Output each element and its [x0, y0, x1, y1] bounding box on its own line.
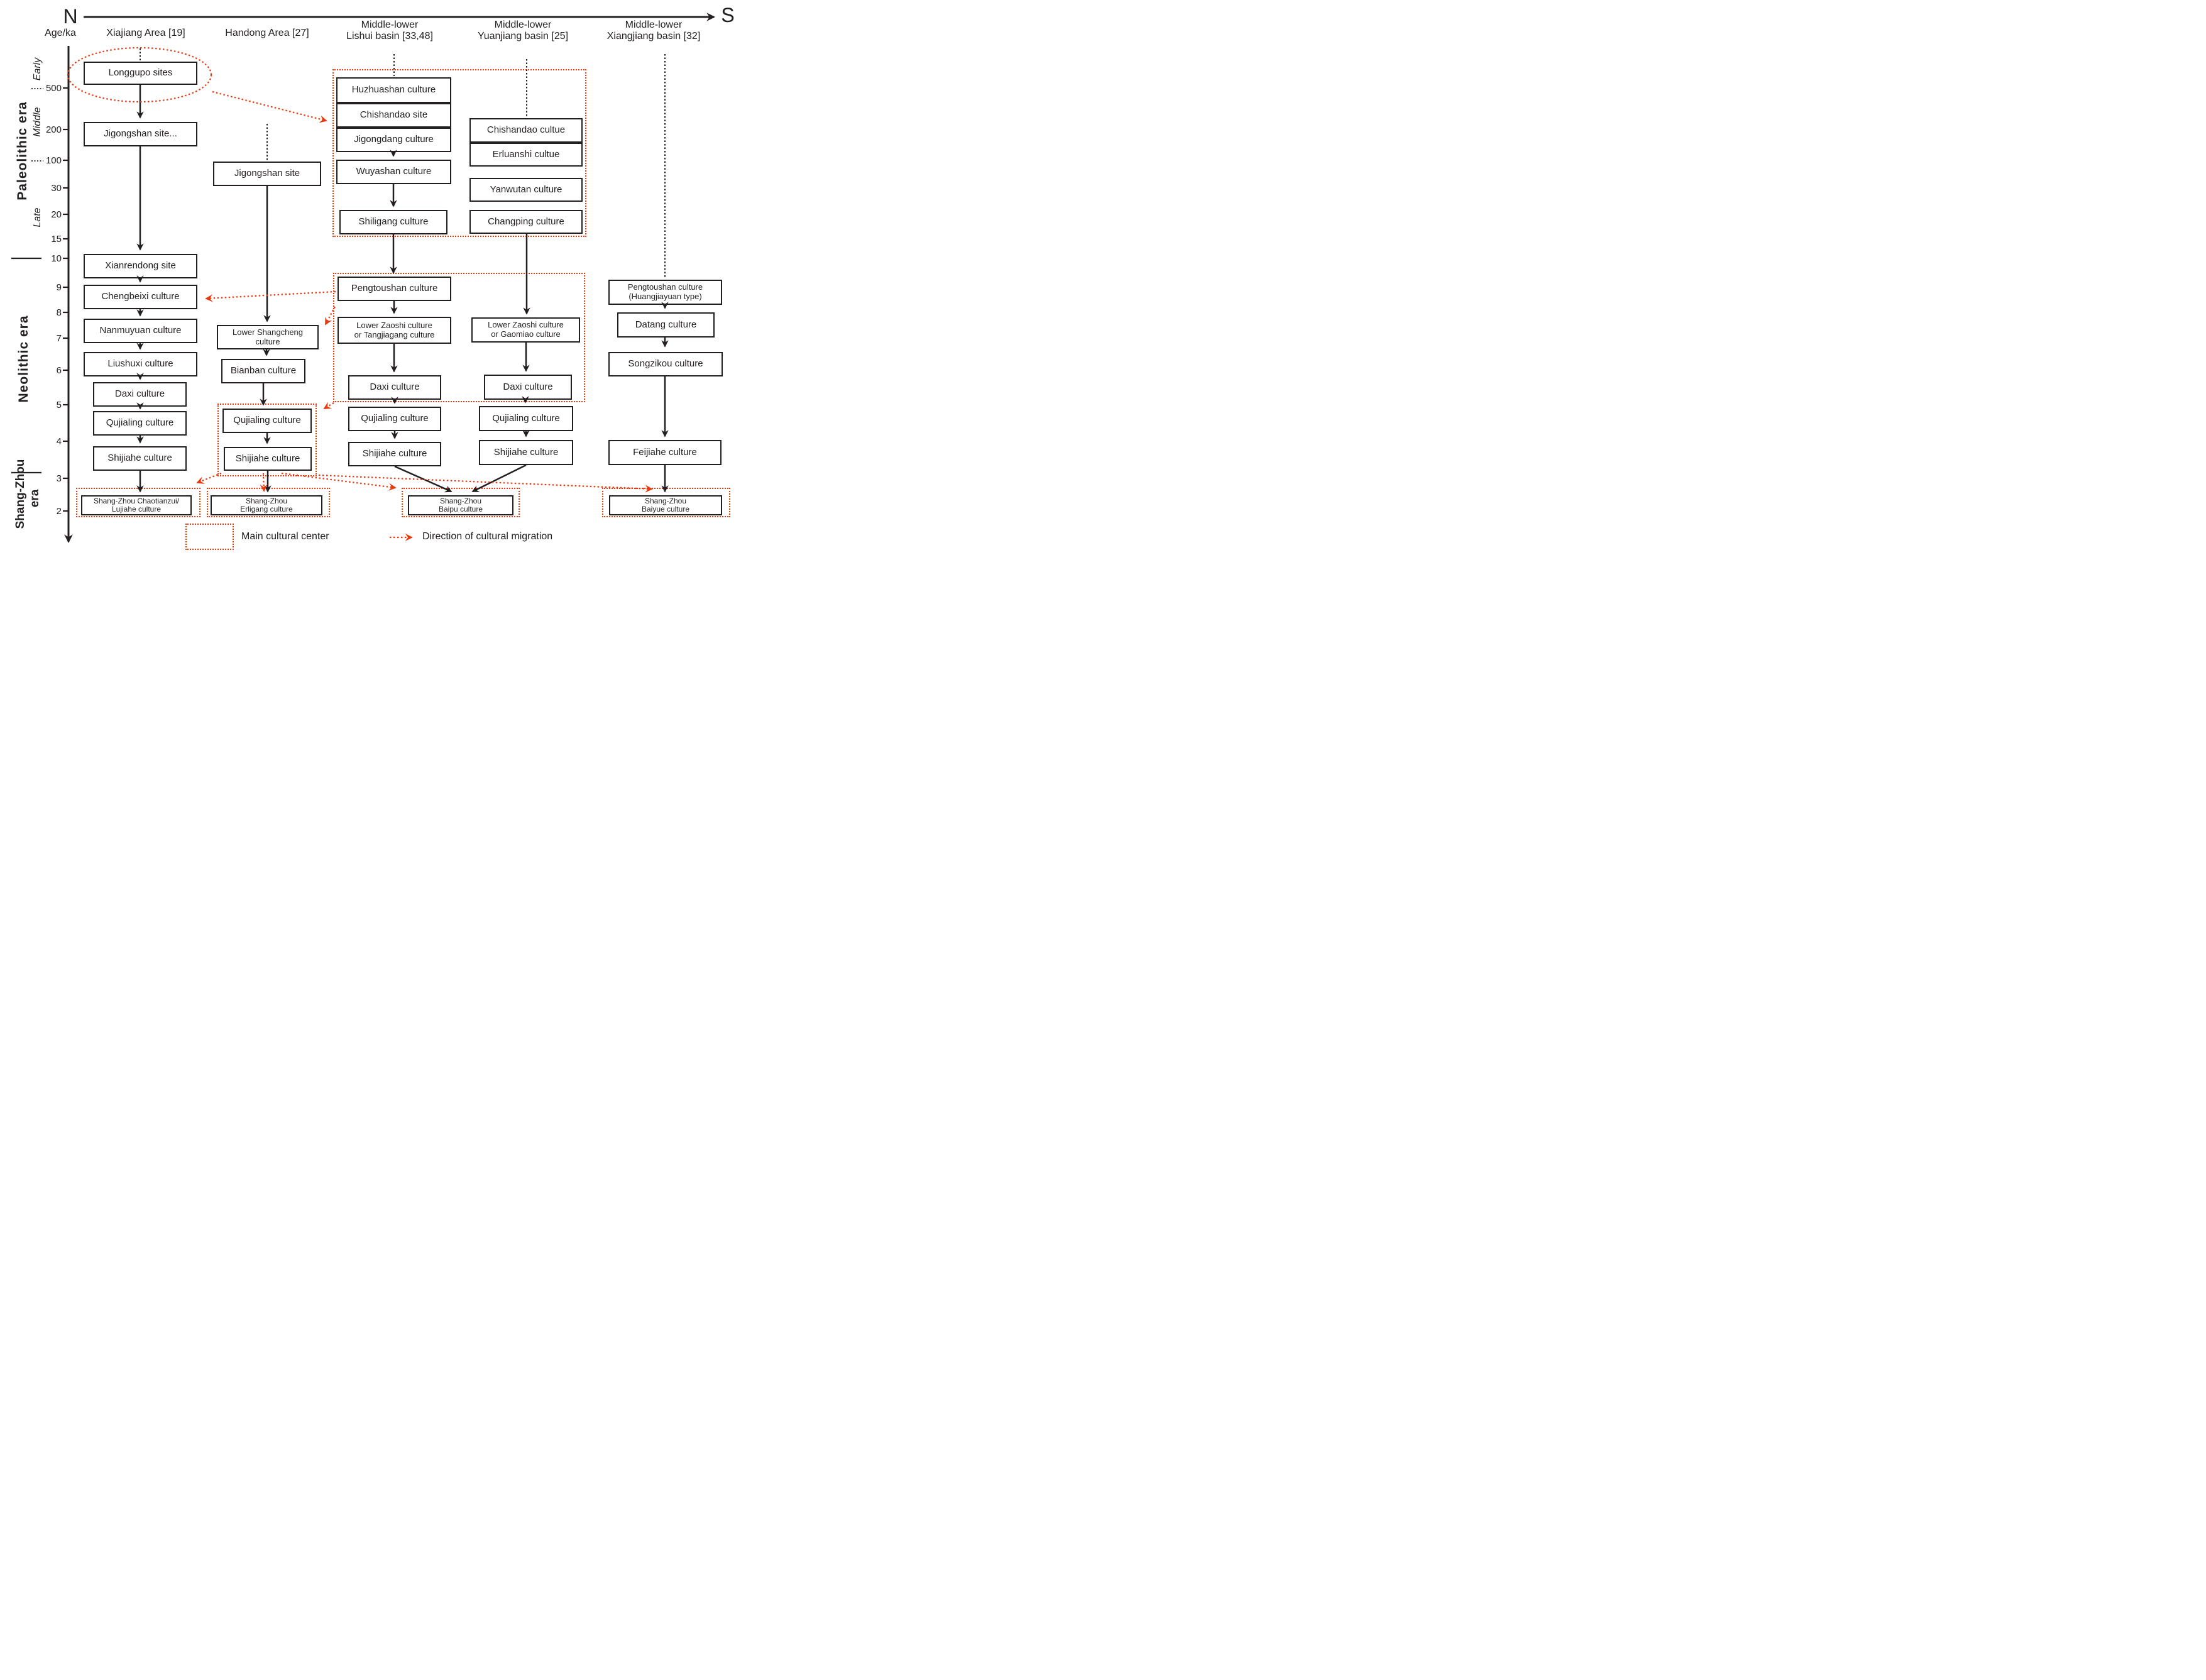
box-shangzhou-baipu	[408, 495, 513, 515]
era-shangzhou-label-line2: era	[28, 489, 41, 508]
tick-20: 20	[51, 209, 62, 220]
axis-title: Age/ka	[45, 28, 76, 38]
box-lower-zaoshi-gaomiao	[471, 317, 580, 343]
legend-main-center-swatch	[185, 524, 234, 550]
box-bianban-culture: Bianban culture	[221, 359, 305, 383]
box-shijiahe-culture-handong: Shijiahe culture	[224, 447, 312, 471]
tick-30: 30	[51, 183, 62, 194]
box-shangzhou-baipu-line2: Baipu culture	[438, 505, 483, 513]
box-huzhuashan-culture: Huzhuashan culture	[336, 77, 451, 103]
box-longgupo-sites: Longgupo sites	[84, 62, 197, 85]
tick-9: 9	[56, 282, 62, 293]
header-xiangjiang-line2: Xiangjiang basin [32]	[606, 31, 701, 41]
north-label: N	[63, 5, 78, 28]
box-daxi-culture-yuanjiang: Daxi culture	[484, 375, 572, 400]
box-shiligang-culture: Shiligang culture	[339, 210, 447, 234]
box-shangzhou-chaotianzui-line1: Shang-Zhou Chaotianzui/	[93, 496, 180, 505]
era-late-label: Late	[32, 207, 43, 228]
box-daxi-culture-lishui: Daxi culture	[348, 375, 441, 400]
era-paleolithic-label: Paleolithic era	[15, 101, 30, 200]
tick-500: 500	[45, 83, 62, 94]
box-lower-shangcheng-line1: Lower Shangcheng	[232, 327, 304, 337]
box-shangzhou-erligang-line2: Erligang culture	[240, 505, 293, 513]
box-shangzhou-baiyue	[609, 495, 722, 515]
box-shijiahe-culture-yuanjiang: Shijiahe culture	[479, 440, 573, 465]
box-shangzhou-chaotianzui-lujiahe	[81, 495, 192, 515]
tick-8: 8	[56, 307, 62, 318]
tick-15: 15	[51, 234, 62, 244]
box-lower-shangcheng-line2: culture	[255, 336, 280, 346]
tick-10: 10	[51, 253, 62, 264]
box-shangzhou-chaotianzui-line2: Lujiahe culture	[111, 505, 162, 513]
migration-to-qujialing-handong	[324, 403, 334, 409]
box-qujialing-culture-lishui: Qujialing culture	[348, 407, 441, 431]
south-label: S	[721, 4, 735, 26]
box-shijiahe-culture-lishui: Shijiahe culture	[348, 442, 441, 466]
box-qujialing-culture-handong: Qujialing culture	[222, 409, 312, 433]
box-lower-zaoshi-tangjiagang-line1: Lower Zaoshi culture	[356, 320, 432, 330]
box-erluanshi-cultue: Erluanshi cultue	[469, 143, 583, 167]
culture-timeline-diagram	[0, 0, 735, 560]
box-qujialing-culture-xiajiang: Qujialing culture	[93, 411, 187, 436]
box-shijiahe-culture-xiajiang: Shijiahe culture	[93, 446, 187, 471]
box-shangzhou-baiyue-line2: Baiyue culture	[641, 505, 690, 513]
axis-tick-marks	[63, 88, 69, 511]
header-yuanjiang	[478, 19, 568, 42]
box-shangzhou-baiyue-line1: Shang-Zhou	[644, 496, 687, 505]
box-chishandao-site: Chishandao site	[336, 103, 451, 128]
legend-migration-label: Direction of cultural migration	[422, 531, 553, 542]
box-lower-zaoshi-tangjiagang-line2: or Tangjiagang culture	[354, 329, 435, 339]
tick-2: 2	[56, 506, 62, 517]
box-daxi-culture-xiajiang: Daxi culture	[93, 382, 187, 407]
box-nanmuyuan-culture: Nanmuyuan culture	[84, 319, 197, 343]
tick-7: 7	[56, 333, 62, 344]
tick-5: 5	[56, 400, 62, 410]
box-datang-culture: Datang culture	[617, 312, 715, 338]
era-early-label: Early	[32, 57, 43, 81]
box-feijiahe-culture: Feijiahe culture	[608, 440, 722, 465]
box-jigongshan-site-handong: Jigongshan site	[213, 162, 321, 186]
header-lishui-line2: Lishui basin [33,48]	[346, 31, 433, 41]
box-lower-zaoshi-tangjiagang	[337, 317, 451, 344]
header-lishui	[346, 19, 433, 42]
box-changping-culture: Changping culture	[469, 210, 583, 234]
box-xianrendong-site: Xianrendong site	[84, 254, 197, 278]
box-lower-shangcheng-culture	[217, 325, 319, 349]
migration-to-baiyue	[319, 475, 652, 489]
tick-6: 6	[56, 365, 62, 376]
migration-pengtoushan-to-chengbeixi	[206, 292, 336, 299]
era-middle-label: Middle	[32, 107, 43, 137]
header-handong: Handong Area [27]	[225, 28, 309, 38]
box-chishandao-cultue: Chishandao cultue	[469, 118, 583, 143]
header-yuanjiang-line1: Middle-lower	[494, 19, 552, 30]
migration-longgupo-to-lishui-paleolithic	[212, 92, 326, 121]
box-qujialing-culture-yuanjiang: Qujialing culture	[479, 406, 573, 431]
tick-200: 200	[45, 124, 62, 135]
box-liushuxi-culture: Liushuxi culture	[84, 352, 197, 376]
box-songzikou-culture: Songzikou culture	[608, 352, 723, 376]
header-lishui-line1: Middle-lower	[361, 19, 419, 30]
box-jigongdang-culture: Jigongdang culture	[336, 128, 451, 152]
header-xiajiang: Xiajiang Area [19]	[106, 28, 185, 38]
tick-100: 100	[45, 155, 62, 166]
legend-main-center-label: Main cultural center	[241, 531, 329, 542]
box-jigongshan-site-xiajiang: Jigongshan site...	[84, 122, 197, 146]
box-yanwutan-culture: Yanwutan culture	[469, 178, 583, 202]
box-shangzhou-erligang	[211, 495, 322, 515]
box-lower-zaoshi-gaomiao-line1: Lower Zaoshi culture	[488, 320, 564, 330]
era-shangzhou-label-line1: Shang-Zhou	[14, 459, 27, 529]
box-chengbeixi-culture: Chengbeixi culture	[84, 285, 197, 309]
box-pengtoushan-huangjiayuan-line1: Pengtoushan culture	[627, 282, 703, 292]
header-xiangjiang-line1: Middle-lower	[625, 19, 683, 30]
box-pengtoushan-huangjiayuan	[608, 280, 722, 305]
tick-4: 4	[56, 436, 62, 447]
header-xiangjiang	[607, 19, 701, 42]
box-pengtoushan-huangjiayuan-line2: (Huangjiayuan type)	[628, 292, 702, 301]
box-shangzhou-baipu-line1: Shang-Zhou	[439, 496, 482, 505]
tick-3: 3	[56, 473, 62, 484]
box-shangzhou-erligang-line1: Shang-Zhou	[245, 496, 288, 505]
box-lower-zaoshi-gaomiao-line2: or Gaomiao culture	[491, 329, 561, 339]
header-yuanjiang-line2: Yuanjiang basin [25]	[477, 31, 569, 41]
era-neolithic-label: Neolithic era	[16, 315, 31, 403]
box-wuyashan-culture: Wuyashan culture	[336, 160, 451, 184]
box-pengtoushan-culture-lishui: Pengtoushan culture	[337, 277, 451, 301]
